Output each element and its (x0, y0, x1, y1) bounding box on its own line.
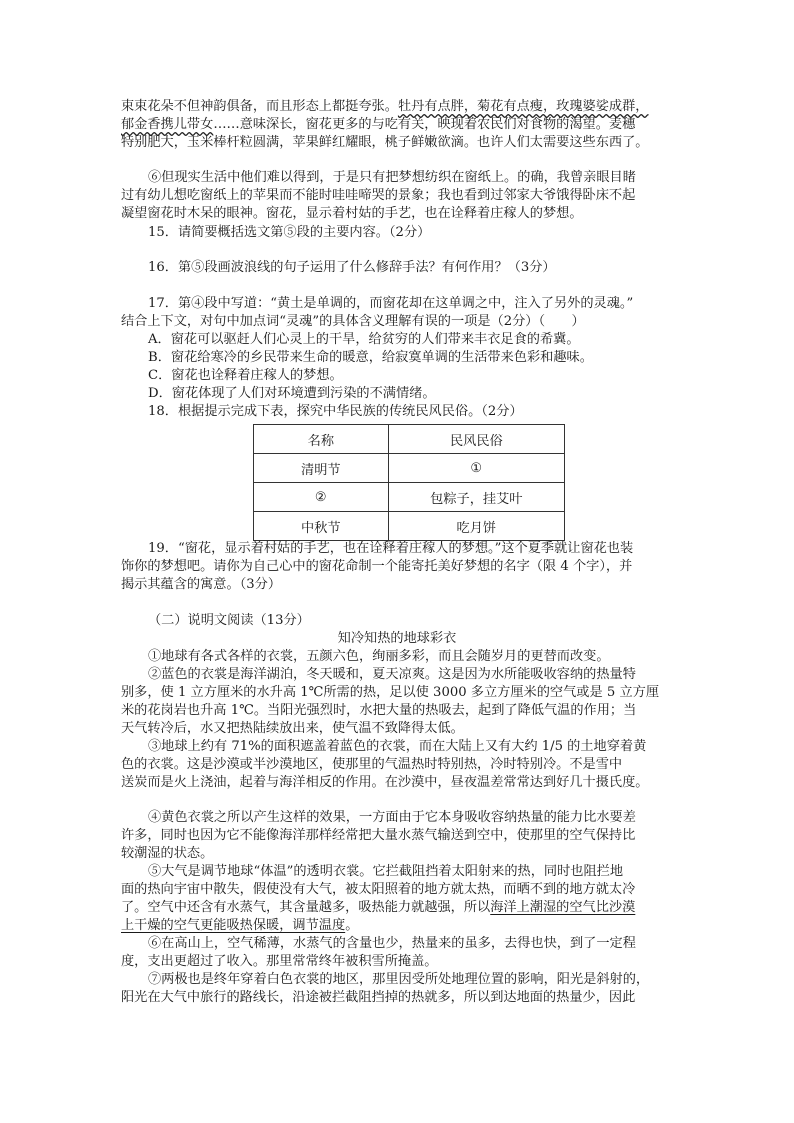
section-heading: （二）说明文阅读（13分） (148, 613, 310, 628)
passage2-p4-line2: 许多，同时也因为它不能像海洋那样经常把大量水蒸气输送到空中，使那里的空气保持比 (121, 828, 636, 843)
table-cell: 中秋节 (254, 512, 389, 541)
table-cell: 吃月饼 (388, 512, 564, 541)
question-19-line1: 19．“窗花，显示着村姑的手艺，也在诠释着庄稼人的梦想。”这个夏季就让窗花也装 (148, 541, 634, 556)
passage2-p3-line2: 色的衣裳。这是沙漠或半沙漠地区，使那里的气温热时特别热，冷时特别冷。不是雪中 (121, 757, 623, 772)
passage1-p6-line2: 过有幼儿想吃窗纸上的苹果而不能时哇哇啼哭的景象；我也看到过邻家大爷饿得卧床不起 (121, 188, 636, 203)
underlined-sentence: 海洋上潮湿的空气比沙漠 (490, 900, 636, 915)
passage2-p2-line1: ②蓝色的衣裳是海洋湖泊，冬天暖和，夏天凉爽。这是因为水所能吸收容纳的热量特 (148, 667, 636, 682)
table-row (254, 512, 565, 541)
wavy-underlined-sentence: 郁金香携儿带女 (121, 117, 214, 132)
table-cell: 包粽子，挂艾叶 (388, 483, 564, 512)
passage2-p5-line4 (121, 917, 358, 935)
question-17-line1: 17．第④段中写道：“黄土是单调的，而窗花却在这单调之中，注入了另外的灵魂。” (148, 296, 634, 311)
text-span: 。 (345, 918, 359, 933)
question-17-option-c: C．窗花也诠释着庄稼人的梦想。 (148, 368, 343, 383)
passage2-p1: ①地球有各式各样的衣裳，五颜六色，绚丽多彩，而且会随岁月的更替而改变。 (148, 649, 610, 664)
passage2-p6-line1: ⑥在高山上，空气稀薄，水蒸气的含量也少，热量来的虽多，去得也快，到了一定程 (148, 936, 636, 951)
passage1-p5-line2 (121, 116, 635, 134)
table-header-row (254, 425, 565, 454)
question-17-line2: 结合上下文，对句中加点词“灵魂”的具体含义理解有误的一项是（2分）（ ） (121, 314, 585, 329)
text-span: 了。空气中还含有水蒸气，其含量越多，吸热能力就越强，所以 (121, 900, 491, 915)
passage1-p5-line3: 特别肥大，玉米棒杆粒圆满，苹果鲜红耀眼，桃子鲜嫩欲滴。也许人们太需要这些东西了。 (121, 135, 649, 150)
passage2-p5-line3 (121, 899, 635, 917)
table-cell: ② (254, 483, 389, 512)
question-17-option-a: A．窗花可以驱赶人们心灵上的干旱，给贫穷的人们带来丰衣足食的希冀。 (148, 332, 580, 347)
passage2-p3-line1: ③地球上约有 71%的面积遮盖着蓝色的衣裳，而在大陆上又有大约 1/5 的土地穿着黄 (148, 739, 647, 754)
passage2-p4-line1: ④黄色衣裳之所以产生这样的效果，一方面由于它本身吸收容纳热量的能力比水要差 (148, 810, 636, 825)
passage2-p6-line2: 度，支出更超过了收入。那里常常终年被积雪所掩盖。 (121, 954, 438, 969)
passage2-p2-line2: 别多，使 1 立方厘米的水升高 1℃所需的热，足以使 3000 多立方厘米的空气或是 5 立方厘 (121, 685, 660, 700)
passage2-p7-line1: ⑦两极也是终年穿着白色衣裳的地区，那里因受所处地理位置的影响，阳光是斜射的， (148, 972, 650, 987)
question-16: 16．第⑤段画波浪线的句子运用了什么修辞手法？有何作用？（3分） (148, 260, 556, 275)
table-header-cell: 名称 (254, 425, 389, 454)
table-row (254, 483, 565, 512)
table-row (254, 454, 565, 483)
question-15: 15．请简要概括选文第⑤段的主要内容。（2分） (148, 225, 431, 240)
customs-table (253, 424, 565, 541)
question-19-line3: 揭示其蕴含的寓意。（3分） (121, 577, 282, 592)
table-header-cell: 民风民俗 (388, 425, 564, 454)
question-17-option-b: B．窗花给寒冷的乡民带来生命的暖意，给寂寞单调的生活带来色彩和趣味。 (148, 350, 593, 365)
passage2-p4-line3: 较潮湿的状态。 (121, 846, 214, 861)
table-cell: 清明节 (254, 454, 389, 483)
question-17-option-d: D．窗花体现了人们对环境遭到污染的不满情绪。 (148, 386, 436, 401)
passage1-p5-line1 (121, 98, 649, 116)
passage2-p5-line2: 面的热向宇宙中散失，假使没有大气，被太阳照着的地方就太热，而晒不到的地方就太冷 (121, 882, 636, 897)
question-19-line2: 饰你的梦想吧。请你为自己心中的窗花命制一个能寄托美好梦想的名字（限 4 个字），并 (121, 559, 633, 574)
underlined-sentence: 上干燥的空气更能吸热保暖，调节温度 (121, 918, 346, 933)
passage2-p7-line2: 阳光在大气中旅行的路线长，沿途被拦截阻挡掉的热就多，所以到达地面的热量少，因此 (121, 990, 636, 1005)
article-title: 知冷知热的地球彩衣 (337, 631, 457, 646)
text-span: 束束花朵不但神韵俱备，而且形态上都挺夸张。 (121, 99, 398, 114)
text-span: ……意味深长，窗花更多的与吃有关，映现着农民们对食物的渴望。麦穗 (213, 117, 636, 132)
wavy-underlined-sentence: 牡丹有点胖，菊花有点瘦，玫瑰婆娑成群， (397, 99, 649, 114)
table-cell: ① (388, 454, 564, 483)
passage1-p6-line1: ⑥但现实生活中他们难以得到，于是只有把梦想纺织在窗纸上。的确，我曾亲眼目睹 (148, 170, 636, 185)
passage2-p2-line4: 天气转冷后，水又把热陆续放出来，使气温不致降得太低。 (121, 721, 464, 736)
question-18: 18．根据提示完成下表，探究中华民族的传统民风民俗。（2分） (148, 404, 523, 419)
passage1-p6-line3: 凝望窗花时木呆的眼神。窗花，显示着村姑的手艺，也在诠释着庄稼人的梦想。 (121, 206, 583, 221)
passage2-p3-line3: 送炭而是火上浇油，起着与海洋相反的作用。在沙漠中，昼夜温差常常达到好几十摄氏度。 (121, 775, 649, 790)
passage2-p2-line3: 米的花岗岩也升高 1℃。当阳光强烈时，水把大量的热吸去，起到了降低气温的作用；当 (121, 703, 637, 718)
passage2-p5-line1: ⑤大气是调节地球“体温”的透明衣裳。它拦截阻挡着太阳射来的热，同时也阻拦地 (148, 864, 624, 879)
